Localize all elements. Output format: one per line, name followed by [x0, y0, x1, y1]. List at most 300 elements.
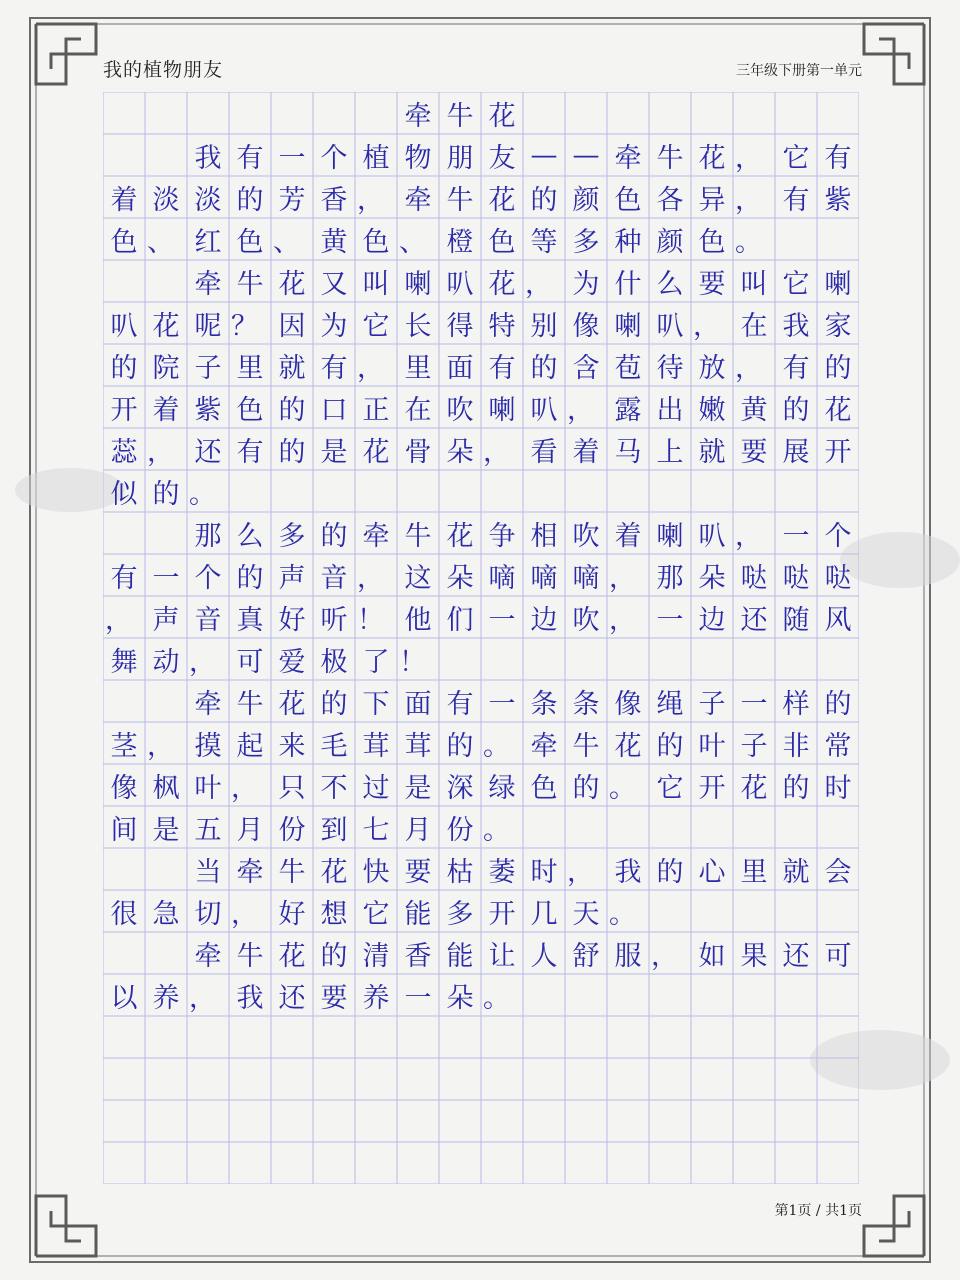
essay-char: 人: [530, 940, 558, 972]
essay-char: 叭: [656, 310, 684, 342]
essay-char: ，: [525, 268, 552, 300]
essay-char: 物: [404, 142, 432, 174]
essay-char: 色: [614, 184, 642, 216]
essay-char: 果: [740, 940, 768, 972]
essay-char: 多: [278, 520, 306, 552]
essay-char: 服: [614, 940, 642, 972]
essay-char: 黄: [320, 226, 348, 258]
essay-char: ，: [357, 562, 384, 594]
essay-char: 的: [824, 688, 852, 720]
essay-char: 有: [488, 352, 516, 384]
essay-char: 么: [656, 268, 684, 300]
essay-char: 花: [362, 436, 390, 468]
essay-char: 能: [404, 898, 432, 930]
essay-char: 个: [824, 520, 852, 552]
essay-char: 切: [194, 898, 222, 930]
essay-char: 我: [236, 982, 264, 1014]
essay-char: ，: [735, 352, 762, 384]
essay-char: 淡: [152, 184, 180, 216]
essay-char: 像: [110, 772, 138, 804]
essay-char: 开: [824, 436, 852, 468]
essay-char: 里: [404, 352, 432, 384]
essay-char: 喇: [614, 310, 642, 342]
essay-char: 、: [273, 226, 300, 258]
essay-char: 风: [824, 604, 852, 636]
essay-char: 非: [782, 730, 810, 762]
essay-char: ，: [105, 604, 132, 636]
essay-char: 展: [782, 436, 810, 468]
essay-char: 还: [782, 940, 810, 972]
essay-char: 当: [194, 856, 222, 888]
essay-char: 喇: [404, 268, 432, 300]
essay-char: 看: [530, 436, 558, 468]
essay-char: 它: [782, 142, 810, 174]
essay-char: 。: [189, 478, 216, 510]
essay-char: 正: [362, 394, 390, 426]
essay-char: ！: [357, 604, 384, 636]
essay-char: 面: [404, 688, 432, 720]
essay-char: 叭: [530, 394, 558, 426]
essay-char: 喇: [824, 268, 852, 300]
essay-char: 牛: [236, 940, 264, 972]
essay-char: 牛: [446, 100, 474, 132]
essay-char: 有: [110, 562, 138, 594]
essay-char: 有: [446, 688, 474, 720]
essay-char: 喇: [488, 394, 516, 426]
essay-char: 条: [530, 688, 558, 720]
corner-ornament-top-left: [36, 24, 96, 84]
essay-char: 异: [698, 184, 726, 216]
essay-char: 。: [483, 982, 510, 1014]
essay-char: 朵: [446, 982, 474, 1014]
essay-char: 的: [236, 184, 264, 216]
essay-char: 的: [320, 940, 348, 972]
essay-char: 子: [740, 730, 768, 762]
page-indicator: 第1页 / 共1页: [774, 1203, 862, 1219]
essay-char: 急: [152, 898, 180, 930]
essay-char: 的: [656, 856, 684, 888]
essay-char: 是: [152, 814, 180, 846]
essay-char: 花: [488, 184, 516, 216]
essay-char: 出: [656, 394, 684, 426]
essay-char: 朵: [446, 436, 474, 468]
essay-char: 在: [404, 394, 432, 426]
essay-char: 的: [530, 352, 558, 384]
essay-char: 家: [824, 310, 852, 342]
essay-char: 有: [320, 352, 348, 384]
essay-char: 呢: [194, 310, 222, 342]
essay-char: 骨: [404, 436, 432, 468]
essay-char: 的: [278, 394, 306, 426]
essay-text-grid: [103, 92, 859, 1184]
essay-char: 的: [320, 688, 348, 720]
essay-char: 的: [278, 436, 306, 468]
essay-char: 香: [320, 184, 348, 216]
essay-char: —: [530, 139, 558, 171]
essay-char: 是: [404, 772, 432, 804]
essay-char: 红: [194, 226, 222, 258]
essay-char: 别: [530, 310, 558, 342]
essay-char: 过: [362, 772, 390, 804]
essay-char: 相: [530, 520, 558, 552]
essay-char: 个: [194, 562, 222, 594]
essay-char: 的: [782, 394, 810, 426]
essay-char: 等: [530, 226, 558, 258]
essay-char: 因: [278, 310, 306, 342]
essay-char: 开: [488, 898, 516, 930]
essay-char: 花: [614, 730, 642, 762]
essay-char: 几: [530, 898, 558, 930]
essay-char: 的: [572, 772, 600, 804]
essay-char: 叶: [194, 772, 222, 804]
essay-char: 舞: [110, 646, 138, 678]
essay-char: 吹: [572, 520, 600, 552]
essay-char: 有: [824, 142, 852, 174]
essay-char: 友: [488, 142, 516, 174]
essay-char: 里: [236, 352, 264, 384]
essay-char: 常: [824, 730, 852, 762]
essay-char: 牛: [404, 520, 432, 552]
essay-char: 要: [404, 856, 432, 888]
essay-char: 音: [320, 562, 348, 594]
essay-char: 嘀: [530, 562, 558, 594]
essay-char: 牛: [278, 856, 306, 888]
essay-char: ，: [567, 856, 594, 888]
essay-char: 牛: [446, 184, 474, 216]
essay-char: —: [572, 139, 600, 171]
essay-char: 花: [824, 394, 852, 426]
essay-char: 马: [614, 436, 642, 468]
essay-char: 毛: [320, 730, 348, 762]
essay-char: 份: [278, 814, 306, 846]
essay-char: 嫩: [698, 394, 726, 426]
essay-char: 听: [320, 604, 348, 636]
notebook-title: 我的植物朋友: [103, 59, 224, 81]
essay-char: 一: [782, 520, 810, 552]
essay-char: 天: [572, 898, 600, 930]
essay-char: 。: [609, 772, 636, 804]
essay-char: 色: [236, 394, 264, 426]
essay-char: 们: [446, 604, 474, 636]
essay-char: 似: [110, 478, 138, 510]
essay-char: ，: [189, 982, 216, 1014]
essay-char: 真: [236, 604, 264, 636]
essay-char: 的: [236, 562, 264, 594]
essay-char: 的: [824, 352, 852, 384]
essay-char: 喇: [656, 520, 684, 552]
essay-char: ，: [231, 898, 258, 930]
essay-char: 开: [698, 772, 726, 804]
essay-char: 它: [656, 772, 684, 804]
essay-char: 间: [110, 814, 138, 846]
essay-char: 色: [488, 226, 516, 258]
essay-char: 可: [236, 646, 264, 678]
essay-char: ，: [693, 310, 720, 342]
essay-char: 色: [236, 226, 264, 258]
essay-char: ，: [609, 562, 636, 594]
essay-char: 来: [278, 730, 306, 762]
essay-char: 得: [446, 310, 474, 342]
essay-char: 要: [740, 436, 768, 468]
essay-char: 心: [698, 856, 726, 888]
essay-char: 牵: [194, 940, 222, 972]
essay-char: 的: [446, 730, 474, 762]
essay-char: 条: [572, 688, 600, 720]
essay-char: 时: [530, 856, 558, 888]
essay-char: 各: [656, 184, 684, 216]
essay-char: ，: [735, 142, 762, 174]
essay-char: ，: [357, 184, 384, 216]
essay-char: 声: [152, 604, 180, 636]
essay-char: 么: [236, 520, 264, 552]
essay-char: 上: [656, 436, 684, 468]
corner-ornament-bottom-left: [36, 1196, 96, 1256]
essay-char: 花: [740, 772, 768, 804]
essay-char: ，: [609, 604, 636, 636]
essay-char: 音: [194, 604, 222, 636]
essay-char: ！: [399, 646, 426, 678]
essay-char: 花: [488, 100, 516, 132]
essay-char: 养: [362, 982, 390, 1014]
essay-char: 着: [152, 394, 180, 426]
essay-char: 一: [656, 604, 684, 636]
essay-char: 的: [530, 184, 558, 216]
essay-char: 如: [698, 940, 726, 972]
essay-char: 的: [320, 520, 348, 552]
essay-char: 有: [782, 352, 810, 384]
essay-char: 。: [483, 814, 510, 846]
essay-char: 养: [152, 982, 180, 1014]
essay-char: 像: [614, 688, 642, 720]
essay-char: 牵: [194, 688, 222, 720]
essay-char: 吹: [572, 604, 600, 636]
essay-char: 叭: [698, 520, 726, 552]
essay-char: 不: [320, 772, 348, 804]
essay-char: 牵: [530, 730, 558, 762]
essay-char: 花: [152, 310, 180, 342]
essay-char: 牛: [572, 730, 600, 762]
essay-char: ，: [189, 646, 216, 678]
essay-char: 好: [278, 604, 306, 636]
essay-char: 含: [572, 352, 600, 384]
essay-char: 为: [320, 310, 348, 342]
essay-char: 又: [320, 268, 348, 300]
essay-char: 花: [446, 520, 474, 552]
corner-ornament-bottom-right: [864, 1196, 924, 1256]
essay-char: 种: [614, 226, 642, 258]
essay-char: 朋: [446, 142, 474, 174]
essay-char: ，: [567, 394, 594, 426]
essay-char: 一: [740, 688, 768, 720]
essay-char: 牛: [236, 268, 264, 300]
essay-char: 花: [698, 142, 726, 174]
essay-char: 叭: [110, 310, 138, 342]
essay-char: 有: [782, 184, 810, 216]
essay-char: 要: [698, 268, 726, 300]
corner-ornament-top-right: [864, 24, 924, 84]
essay-char: 黄: [740, 394, 768, 426]
essay-char: ，: [483, 436, 510, 468]
essay-char: 声: [278, 562, 306, 594]
essay-char: 色: [698, 226, 726, 258]
essay-char: 牵: [404, 184, 432, 216]
essay-char: 牵: [404, 100, 432, 132]
essay-char: 只: [278, 772, 306, 804]
essay-char: 一: [488, 688, 516, 720]
essay-char: 为: [572, 268, 600, 300]
essay-char: 牛: [656, 142, 684, 174]
essay-char: 色: [110, 226, 138, 258]
essay-char: 七: [362, 814, 390, 846]
essay-char: 叶: [698, 730, 726, 762]
essay-char: 着: [614, 520, 642, 552]
essay-char: ，: [735, 184, 762, 216]
essay-char: 吹: [446, 394, 474, 426]
essay-char: 花: [278, 940, 306, 972]
essay-char: 蕊: [110, 436, 138, 468]
essay-char: 绳: [656, 688, 684, 720]
essay-char: 就: [782, 856, 810, 888]
essay-char: ，: [357, 352, 384, 384]
essay-char: 像: [572, 310, 600, 342]
essay-char: 能: [446, 940, 474, 972]
essay-char: 紫: [194, 394, 222, 426]
essay-char: 花: [488, 268, 516, 300]
essay-char: 会: [824, 856, 852, 888]
essay-char: 一: [152, 562, 180, 594]
essay-char: 它: [362, 898, 390, 930]
essay-char: 、: [147, 226, 174, 258]
essay-char: 快: [362, 856, 390, 888]
essay-char: 还: [194, 436, 222, 468]
essay-char: 花: [320, 856, 348, 888]
essay-char: 它: [362, 310, 390, 342]
essay-char: 颜: [656, 226, 684, 258]
essay-char: 五: [194, 814, 222, 846]
essay-char: 就: [278, 352, 306, 384]
essay-char: 有: [236, 436, 264, 468]
essay-char: 我: [194, 142, 222, 174]
essay-char: 让: [488, 940, 516, 972]
essay-char: 绿: [488, 772, 516, 804]
essay-char: ，: [735, 520, 762, 552]
essay-char: 苞: [614, 352, 642, 384]
essay-char: 待: [656, 352, 684, 384]
essay-char: 植: [362, 142, 390, 174]
essay-char: 紫: [824, 184, 852, 216]
essay-char: 是: [320, 436, 348, 468]
essay-char: ，: [147, 436, 174, 468]
essay-char: 子: [698, 688, 726, 720]
essay-char: 想: [320, 898, 348, 930]
essay-char: 哒: [782, 562, 810, 594]
essay-char: 那: [656, 562, 684, 594]
essay-char: 爱: [278, 646, 306, 678]
essay-char: 月: [404, 814, 432, 846]
essay-char: 可: [824, 940, 852, 972]
essay-char: 哒: [740, 562, 768, 594]
essay-char: 放: [698, 352, 726, 384]
essay-char: 牵: [194, 268, 222, 300]
essay-char: 到: [320, 814, 348, 846]
essay-char: 还: [278, 982, 306, 1014]
essay-char: 在: [740, 310, 768, 342]
essay-char: 很: [110, 898, 138, 930]
essay-char: 就: [698, 436, 726, 468]
essay-char: 子: [194, 352, 222, 384]
essay-char: 芳: [278, 184, 306, 216]
essay-char: 露: [614, 394, 642, 426]
essay-char: 随: [782, 604, 810, 636]
essay-char: 一: [278, 142, 306, 174]
essay-char: 份: [446, 814, 474, 846]
essay-char: 这: [404, 562, 432, 594]
essay-char: 枫: [152, 772, 180, 804]
essay-char: 的: [656, 730, 684, 762]
essay-char: 时: [824, 772, 852, 804]
essay-char: 着: [110, 184, 138, 216]
essay-char: 特: [488, 310, 516, 342]
essay-char: 边: [530, 604, 558, 636]
essay-char: 它: [782, 268, 810, 300]
essay-char: ，: [651, 940, 678, 972]
essay-char: 争: [488, 520, 516, 552]
essay-char: 牵: [236, 856, 264, 888]
essay-char: 长: [404, 310, 432, 342]
essay-char: 的: [110, 352, 138, 384]
essay-char: 。: [483, 730, 510, 762]
essay-char: 哒: [824, 562, 852, 594]
essay-char: 一: [488, 604, 516, 636]
essay-char: 下: [362, 688, 390, 720]
essay-char: 色: [530, 772, 558, 804]
essay-char: 朵: [698, 562, 726, 594]
essay-char: 着: [572, 436, 600, 468]
essay-char: 我: [614, 856, 642, 888]
essay-char: 还: [740, 604, 768, 636]
essay-char: 什: [614, 268, 642, 300]
essay-char: 多: [446, 898, 474, 930]
essay-char: 了: [362, 646, 390, 678]
essay-char: 牛: [236, 688, 264, 720]
essay-char: 口: [320, 394, 348, 426]
essay-char: 极: [320, 646, 348, 678]
essay-char: 要: [320, 982, 348, 1014]
essay-char: ？: [231, 310, 258, 342]
essay-char: 边: [698, 604, 726, 636]
essay-char: 深: [446, 772, 474, 804]
essay-char: 嘀: [572, 562, 600, 594]
essay-char: 我: [782, 310, 810, 342]
essay-char: 牵: [362, 520, 390, 552]
essay-char: 橙: [446, 226, 474, 258]
essay-char: 面: [446, 352, 474, 384]
essay-char: 摸: [194, 730, 222, 762]
essay-char: ，: [231, 772, 258, 804]
essay-char: 茸: [362, 730, 390, 762]
essay-char: 。: [735, 226, 762, 258]
essay-char: 叫: [362, 268, 390, 300]
essay-char: 、: [399, 226, 426, 258]
essay-char: 枯: [446, 856, 474, 888]
essay-char: 的: [152, 478, 180, 510]
essay-char: 有: [236, 142, 264, 174]
essay-char: 。: [609, 898, 636, 930]
essay-char: 院: [152, 352, 180, 384]
essay-char: 开: [110, 394, 138, 426]
essay-char: 月: [236, 814, 264, 846]
essay-char: 的: [782, 772, 810, 804]
